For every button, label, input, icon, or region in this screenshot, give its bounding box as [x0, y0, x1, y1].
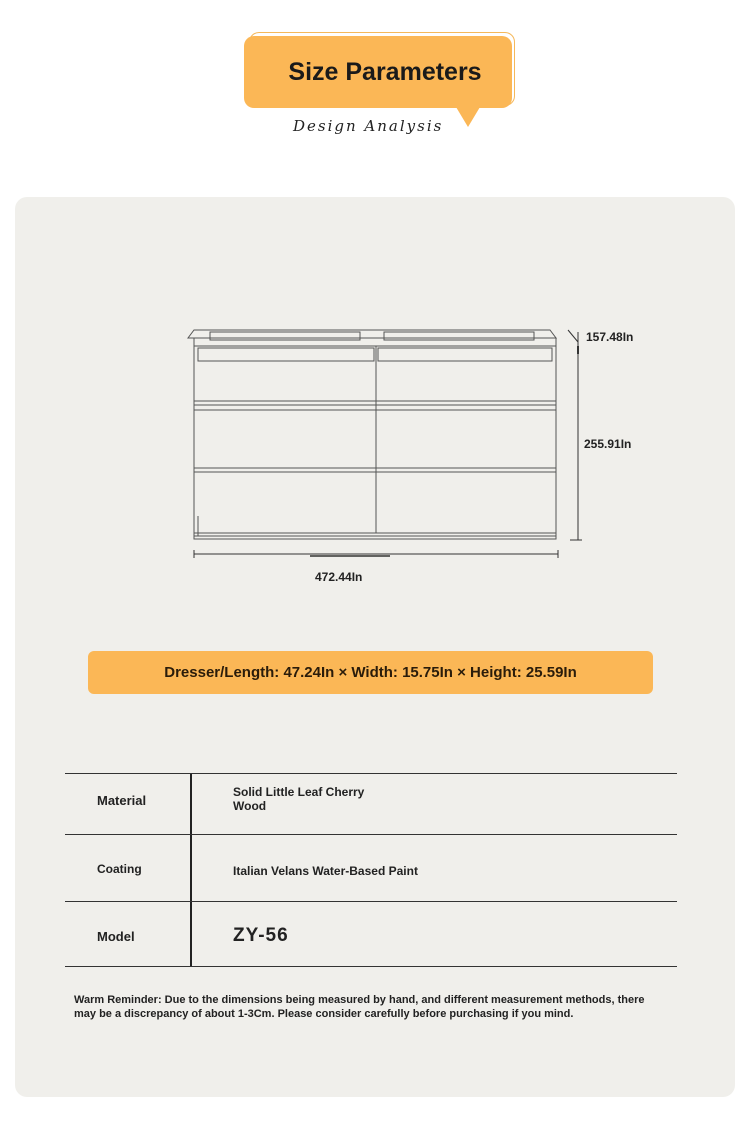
- dimensions-summary: Dresser/Length: 47.24In × Width: 15.75In × Height: 25.59In: [88, 651, 653, 694]
- spec-divider: [190, 902, 192, 966]
- spec-value-material-line2: Wood: [233, 799, 267, 813]
- spec-row-material: [65, 773, 677, 834]
- warm-reminder-line1: Warm Reminder: Due to the dimensions being measured by hand, and different measurement methods, there: [74, 994, 645, 1006]
- title-bubble-tail: [456, 107, 480, 127]
- spec-value-material: [233, 785, 364, 813]
- spec-row-coating: [65, 834, 677, 901]
- dim-top-thickness: 157.48In: [586, 330, 634, 344]
- page-title: Size Parameters: [288, 58, 482, 86]
- spec-value-model: ZY-56: [233, 925, 289, 946]
- warm-reminder: [74, 993, 674, 1021]
- dim-length: 472.44In: [315, 570, 363, 584]
- spec-value-material-line1: Solid Little Leaf Cherry: [233, 785, 365, 799]
- spec-value-coating: Italian Velans Water-Based Paint: [233, 864, 418, 878]
- spec-divider: [190, 774, 192, 834]
- spec-label-material: Material: [97, 793, 147, 808]
- spec-row-model: [65, 901, 677, 967]
- dresser-drawing: [150, 320, 600, 570]
- page-subtitle: Design Analysis: [293, 117, 444, 135]
- spec-label-coating: Coating: [97, 862, 142, 876]
- spec-label-model: Model: [97, 929, 135, 944]
- spec-divider: [190, 835, 192, 901]
- spec-table: [65, 773, 677, 967]
- dim-body-height: 255.91In: [584, 437, 632, 451]
- warm-reminder-line2: may be a discrepancy of about 1-3Cm. Please consider carefully before purchasing if you mind.: [74, 1008, 574, 1020]
